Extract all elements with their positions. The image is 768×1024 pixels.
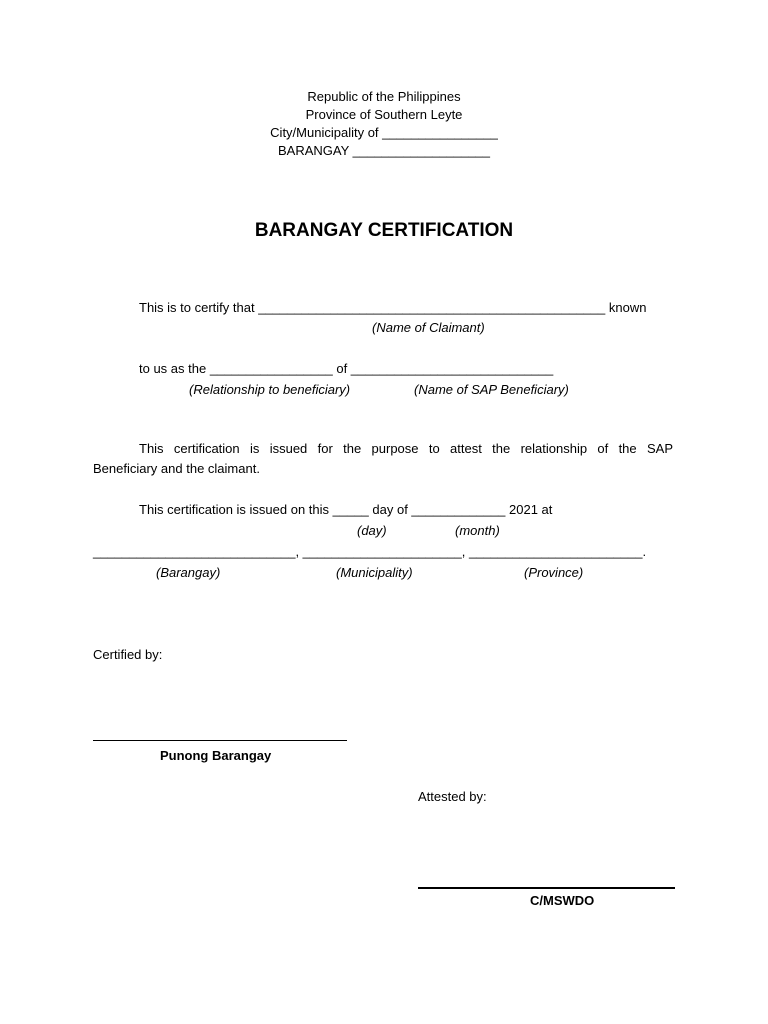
caption-relationship: (Relationship to beneficiary) bbox=[189, 382, 351, 397]
document-title: BARANGAY CERTIFICATION bbox=[254, 220, 514, 241]
punong-barangay-signature-line bbox=[93, 740, 347, 741]
relationship-line: to us as the _________________ of ____________________________ bbox=[139, 361, 554, 376]
punong-barangay-label: Punong Barangay bbox=[160, 748, 272, 763]
certify-that-line: This is to certify that ________________________________________________ known bbox=[139, 300, 647, 315]
header-line-province: Province of Southern Leyte bbox=[305, 107, 463, 122]
cmswdo-signature-line bbox=[418, 887, 675, 889]
purpose-paragraph-line2: Beneficiary and the claimant. bbox=[93, 461, 260, 476]
caption-province: (Province) bbox=[524, 565, 584, 580]
header-line-municipality: City/Municipality of ________________ bbox=[270, 125, 498, 140]
place-blanks-line: ____________________________, ______________________, ________________________. bbox=[93, 544, 647, 559]
header-line-barangay: BARANGAY ___________________ bbox=[277, 143, 491, 158]
caption-day: (day) bbox=[357, 523, 387, 538]
certified-by-label: Certified by: bbox=[93, 647, 163, 662]
purpose-paragraph-line1: This certification is issued for the purpose to attest the relationship of the SAP bbox=[139, 441, 673, 456]
cmswdo-label: C/MSWDO bbox=[530, 893, 595, 908]
issued-on-line: This certification is issued on this _____ day of _____________ 2021 at bbox=[139, 502, 553, 517]
caption-sap-beneficiary: (Name of SAP Beneficiary) bbox=[414, 382, 569, 397]
caption-municipality: (Municipality) bbox=[336, 565, 413, 580]
attested-by-label: Attested by: bbox=[418, 789, 487, 804]
caption-month: (month) bbox=[455, 523, 500, 538]
header-line-republic: Republic of the Philippines bbox=[307, 89, 461, 104]
caption-name-of-claimant: (Name of Claimant) bbox=[372, 320, 485, 335]
purpose-paragraph bbox=[93, 439, 673, 479]
caption-barangay: (Barangay) bbox=[156, 565, 221, 580]
